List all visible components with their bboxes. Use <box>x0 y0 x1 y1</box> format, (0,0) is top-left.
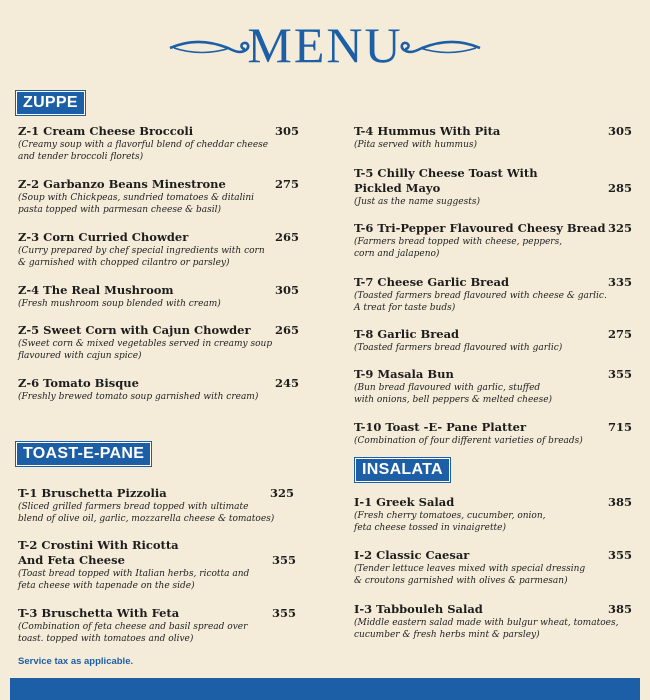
item-name: T-3 Bruschetta With Feta <box>18 606 180 620</box>
item-desc: blend of olive oil, garlic, mozzarella cheese & tomatoes) <box>18 514 275 524</box>
item-name: T-1 Bruschetta Pizzolia <box>18 486 167 500</box>
menu-item <box>18 124 300 163</box>
item-price: 285 <box>608 181 633 195</box>
item-desc: cucumber & fresh herbs mint & parsley) <box>354 630 540 640</box>
item-name-line2: Pickled Mayo <box>354 181 441 195</box>
item-desc: (Freshly brewed tomato soup garnished with cream) <box>18 392 259 402</box>
item-desc: A treat for taste buds) <box>354 303 456 313</box>
item-desc: toast. topped with tomatoes and olive) <box>18 634 194 644</box>
item-price: 355 <box>272 553 297 567</box>
menu-item <box>18 283 300 310</box>
item-desc: (Middle eastern salad made with bulgur wheat, tomatoes, <box>354 618 619 628</box>
item-desc: & garnished with chopped cilantro or parsley) <box>18 258 230 268</box>
item-desc: (Fresh mushroom soup blended with cream) <box>18 299 221 309</box>
footer-bar-notch-left <box>0 678 10 700</box>
item-name: T-2 Crostini With Ricotta <box>18 538 179 552</box>
item-desc: corn and jalapeno) <box>354 249 440 259</box>
item-desc: (Fresh cherry tomatoes, cucumber, onion, <box>354 511 546 521</box>
item-name: T-7 Cheese Garlic Bread <box>354 275 510 289</box>
item-name: I-3 Tabbouleh Salad <box>354 602 483 616</box>
item-desc: (Farmers bread topped with cheese, peppers, <box>354 237 563 247</box>
page-title: MENU <box>247 17 403 73</box>
service-tax-note: Service tax as applicable. <box>18 656 134 667</box>
item-name: Z-3 Corn Curried Chowder <box>18 230 189 244</box>
item-desc: (Creamy soup with a flavorful blend of cheddar cheese <box>18 140 269 150</box>
item-desc: pasta topped with parmesan cheese & basil) <box>18 205 222 215</box>
item-name: T-5 Chilly Cheese Toast With <box>354 166 538 180</box>
item-name: T-9 Masala Bun <box>354 367 454 381</box>
item-desc: and tender broccoli florets) <box>18 152 144 162</box>
item-name: Z-1 Cream Cheese Broccoli <box>18 124 194 138</box>
item-price: 305 <box>275 283 300 297</box>
menu-header <box>0 10 650 80</box>
item-desc: (Bun bread flavoured with garlic, stuffed <box>354 383 541 393</box>
footer-bar <box>0 678 650 700</box>
item-price: 265 <box>275 230 300 244</box>
item-price: 245 <box>275 376 300 390</box>
menu-item <box>18 323 300 362</box>
item-desc: (Just as the name suggests) <box>354 197 480 207</box>
item-name: T-8 Garlic Bread <box>354 327 460 341</box>
item-price: 355 <box>608 548 633 562</box>
item-price: 325 <box>608 221 633 235</box>
item-name: Z-5 Sweet Corn with Cajun Chowder <box>18 323 251 337</box>
item-desc: (Combination of feta cheese and basil spread over <box>18 622 248 632</box>
item-price: 335 <box>608 275 633 289</box>
menu-item <box>354 124 633 151</box>
item-price: 275 <box>608 327 633 341</box>
item-desc: & croutons garnished with olives & parmesan) <box>354 576 568 586</box>
item-desc: (Toasted farmers bread flavoured with garlic) <box>354 343 563 353</box>
menu-item <box>354 275 633 314</box>
item-price: 715 <box>608 420 633 434</box>
item-price: 275 <box>275 177 300 191</box>
item-price: 265 <box>275 323 300 337</box>
menu-item <box>354 548 633 587</box>
menu-item <box>18 230 300 269</box>
item-desc: (Toasted farmers bread flavoured with cheese & garlic. <box>354 291 607 301</box>
item-name: T-10 Toast -E- Pane Platter <box>354 420 527 434</box>
menu-item <box>18 486 295 525</box>
item-price: 305 <box>275 124 300 138</box>
item-price: 355 <box>272 606 297 620</box>
item-name-line2: And Feta Cheese <box>18 553 125 567</box>
item-desc: (Sliced grilled farmers bread topped with ultimate <box>18 502 249 512</box>
item-desc: with onions, bell peppers & melted cheese) <box>354 395 553 405</box>
item-name: I-2 Classic Caesar <box>354 548 470 562</box>
menu-item <box>354 602 633 641</box>
item-desc: (Combination of four different varieties of breads) <box>354 436 583 446</box>
item-desc: (Curry prepared by chef special ingredients with corn <box>18 246 265 256</box>
item-name: I-1 Greek Salad <box>354 495 455 509</box>
menu-item <box>354 420 633 447</box>
item-name: Z-2 Garbanzo Beans Minestrone <box>18 177 226 191</box>
item-name: Z-4 The Real Mushroom <box>18 283 174 297</box>
menu-item <box>18 538 297 592</box>
item-desc: (Toast bread topped with Italian herbs, ricotta and <box>18 569 250 579</box>
item-price: 385 <box>608 602 633 616</box>
footer-bar-notch-right <box>640 678 650 700</box>
item-price: 385 <box>608 495 633 509</box>
menu-item <box>354 495 633 534</box>
item-desc: feta cheese tossed in vinaigrette) <box>354 523 507 533</box>
item-name: T-4 Hummus With Pita <box>354 124 501 138</box>
item-desc: (Pita served with hummus) <box>354 140 478 150</box>
item-desc: (Sweet corn & mixed vegetables served in creamy soup <box>18 339 273 349</box>
item-desc: feta cheese with tapenade on the side) <box>18 581 195 591</box>
section-label-toast-e-pane: TOAST-E-PANE <box>16 442 151 466</box>
item-price: 305 <box>608 124 633 138</box>
menu-item <box>354 166 633 208</box>
item-price: 325 <box>270 486 295 500</box>
menu-item <box>18 606 297 645</box>
item-name: Z-6 Tomato Bisque <box>18 376 139 390</box>
section-label-zuppe: ZUPPE <box>16 91 85 115</box>
menu-item <box>354 221 633 260</box>
flourish-right-icon <box>398 36 482 60</box>
item-desc: flavoured with cajun spice) <box>18 351 142 361</box>
menu-item <box>354 327 633 354</box>
menu-item <box>18 177 300 216</box>
item-name: T-6 Tri-Pepper Flavoured Cheesy Bread <box>354 221 606 235</box>
menu-item <box>18 376 300 403</box>
menu-item <box>354 367 633 406</box>
item-price: 355 <box>608 367 633 381</box>
item-desc: (Tender lettuce leaves mixed with special dressing <box>354 564 586 574</box>
section-label-insalata: INSALATA <box>355 458 450 482</box>
item-desc: (Soup with Chickpeas, sundried tomatoes & ditalini <box>18 193 255 203</box>
